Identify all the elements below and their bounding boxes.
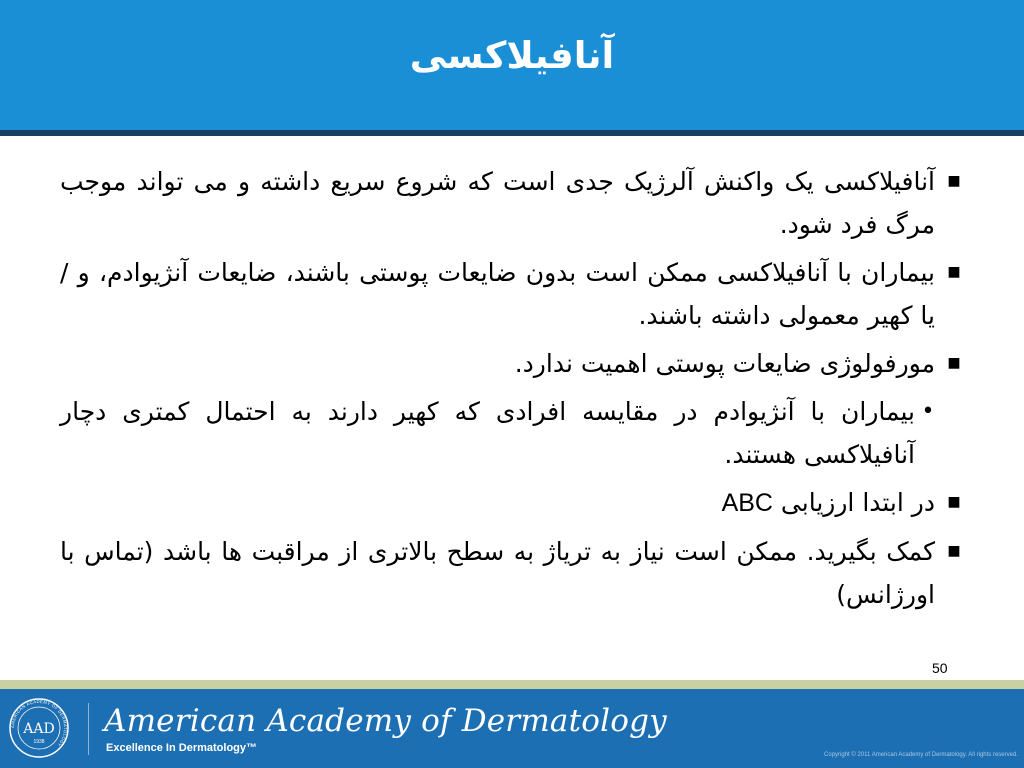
bullet-text: بیماران با آنافیلاکسی ممکن است بدون ضایعات پوستی باشند، ضایعات آنژیوادم، و / یا کهیر معمولی داشته باشند. bbox=[60, 258, 935, 330]
header-divider bbox=[0, 130, 1024, 136]
bullet-item bbox=[60, 481, 965, 525]
sub-bullet-item bbox=[60, 390, 965, 476]
bullet-text: آنافیلاکسی یک واکنش آلرژیک جدی است که شروع سریع داشته و می تواند موجب مرگ فرد شود. bbox=[60, 167, 935, 239]
logo-year: 1938 bbox=[33, 739, 45, 745]
aad-logo-icon bbox=[8, 697, 70, 759]
square-bullet-icon: ■ bbox=[947, 543, 961, 559]
bullet-item bbox=[60, 530, 965, 616]
logo-text: AAD bbox=[23, 721, 55, 737]
dot-bullet-icon: • bbox=[921, 399, 935, 424]
footer-stripe bbox=[0, 680, 1024, 689]
square-bullet-icon: ■ bbox=[947, 264, 961, 280]
bullet-list bbox=[60, 160, 965, 621]
logo-ring-text: AMERICAN ACADEMY OF DERMATOLOGY bbox=[9, 698, 69, 748]
copyright-text: Copyright © 2011 American Academy of Dermatology. All rights reserved. bbox=[824, 752, 1018, 758]
org-tagline: Excellence In Dermatology™ bbox=[106, 742, 257, 754]
slide-header bbox=[0, 0, 1024, 130]
bullet-item bbox=[60, 342, 965, 385]
square-bullet-icon: ■ bbox=[947, 173, 961, 189]
abc-term: ABC bbox=[721, 489, 773, 517]
bullet-text: مورفولوژی ضایعات پوستی اهمیت ندارد. bbox=[514, 349, 935, 378]
bullet-text: بیماران با آنژیوادم در مقایسه افرادی که کهیر دارند به احتمال کمتری دچار آنافیلاکسی هستند. bbox=[60, 397, 915, 469]
square-bullet-icon: ■ bbox=[947, 494, 961, 510]
bullet-item bbox=[60, 251, 965, 337]
square-bullet-icon: ■ bbox=[947, 355, 961, 371]
slide-footer bbox=[0, 689, 1024, 768]
bullet-text: کمک بگیرید. ممکن است نیاز به تریاژ به سطح بالاتری از مراقبت ها باشد (تماس با اورژانس) bbox=[60, 537, 935, 609]
page-number: 50 bbox=[932, 660, 948, 676]
slide-title: آنافیلاکسی bbox=[409, 34, 615, 77]
bullet-item bbox=[60, 160, 965, 246]
bullet-text: در ابتدا ارزیابی bbox=[772, 488, 935, 517]
footer-divider bbox=[88, 703, 89, 755]
org-name: American Academy of Dermatology bbox=[104, 703, 667, 739]
